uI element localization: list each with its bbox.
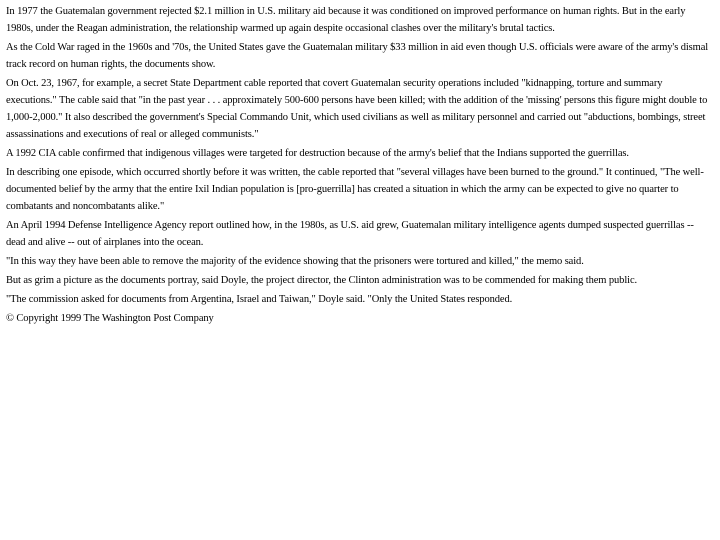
- article-paragraph-7: "In this way they have been able to remove the majority of the evidence showing that the prisoners were tortured and killed," the memo said.: [6, 256, 584, 267]
- article-paragraph-6: An April 1994 Defense Intelligence Agency report outlined how, in the 1980s, as U.S. aid grew, Guatemalan military intelligence agents dumped suspected guerrillas -- dead and alive -- out of airplanes into the ocean.: [6, 220, 694, 248]
- article-paragraph-8: But as grim a picture as the documents portray, said Doyle, the project director, the Clinton administration was to be commended for making them public.: [6, 275, 638, 286]
- article-paragraph-4: A 1992 CIA cable confirmed that indigenous villages were targeted for destruction because of the army's belief that the Indians supported the guerrillas.: [6, 148, 629, 159]
- article-paragraph-1: In 1977 the Guatemalan government rejected $2.1 million in U.S. military aid because it was conditioned on improved performance on human rights. But in the early 1980s, under the Reagan administration, the relationship warmed up again despite occasional clashes over the military's brutal tactics.: [6, 6, 686, 34]
- copyright-notice: © Copyright 1999 The Washington Post Company: [6, 313, 214, 324]
- article-paragraph-5: In describing one episode, which occurred shortly before it was written, the cable reported that "several villages have been burned to the ground." It continued, "The well-documented belief by the army that the entire Ixil Indian population is [pro-guerrilla] has created a situation in which the army can be expected to give no quarter to combatants and noncombatants alike.": [6, 167, 704, 212]
- article-paragraph-9: "The commission asked for documents from Argentina, Israel and Taiwan," Doyle said. "Only the United States responded.: [6, 294, 513, 305]
- article-paragraph-3: On Oct. 23, 1967, for example, a secret State Department cable reported that covert Guatemalan security operations included "kidnapping, torture and summary executions." The cable said that "in the past year . . . approximately 500-600 persons have been killed; with the addition of the 'missing' persons this figure might double to 1,000-2,000." It also described the government's Special Commando Unit, which used civilians as well as military personnel and carried out "abductions, bombings, street assassinations and executions of real or alleged communists.": [6, 78, 708, 140]
- article-paragraph-2: As the Cold War raged in the 1960s and '70s, the United States gave the Guatemalan military $33 million in aid even though U.S. officials were aware of the army's dismal track record on human rights, the documents show.: [6, 42, 709, 70]
